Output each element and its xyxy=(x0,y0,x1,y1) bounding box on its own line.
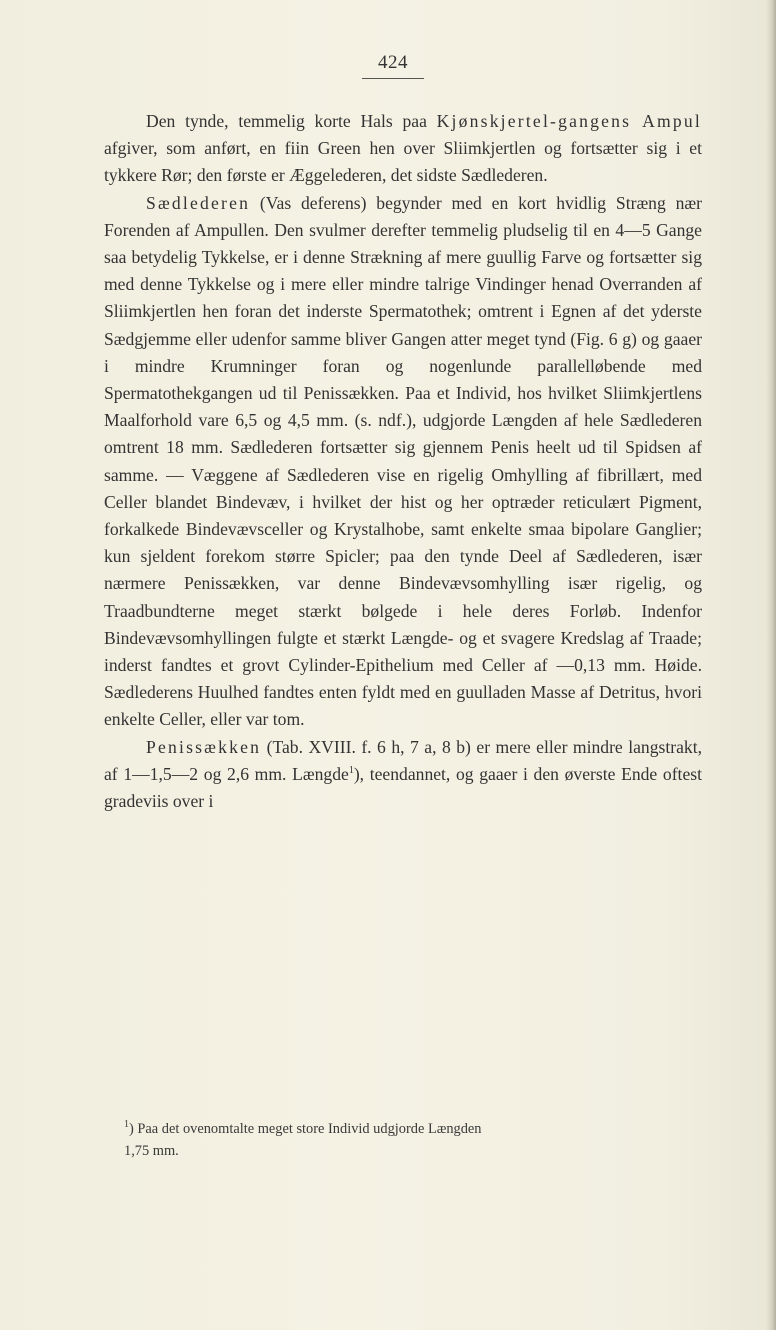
paragraph-1-text-a: Den tynde, temmelig korte Hals paa xyxy=(146,111,437,131)
footnote-text: Paa det ovenomtalte meget store Individ udgjorde Længden xyxy=(137,1121,482,1137)
footnote-continuation: 1,75 mm. xyxy=(124,1143,179,1159)
term-penissaekken: Penissækken xyxy=(146,736,262,757)
footnote-reference: 1 xyxy=(348,765,354,777)
footnote-marker-paren: ) xyxy=(129,1121,134,1137)
term-saedlederen: Sædlederen xyxy=(146,192,251,213)
footnote xyxy=(124,1118,704,1162)
term-kjonskjertelgangens-ampul: Kjønskjertel-gangens Ampul xyxy=(436,111,703,131)
page-edge-shadow xyxy=(766,0,776,1330)
paragraph-2 xyxy=(104,190,702,734)
paragraph-1-text-b: afgiver, som anført, en fiin Green hen over Sliimkjertlen og fortsætter sig i et tykkere Rør; den første er Æggelederen, det sidste Sædlederen. xyxy=(104,138,702,186)
paragraph-3-text-a: (Tab. XVIII. f. 6 h, 7 a, 8 b) er mere eller mindre langstrakt, af 1—1,5—2 og 2,6 mm. Længde xyxy=(104,736,702,784)
footnote-marker-number: 1 xyxy=(124,1119,129,1131)
page-number-rule xyxy=(362,78,424,79)
footnote-marker xyxy=(124,1121,134,1137)
paragraph-1 xyxy=(104,108,702,190)
paragraph-3-text-b: ), teendannet, og gaaer i den øverste Ende oftest gradeviis over i xyxy=(104,763,702,812)
body-text xyxy=(104,108,702,815)
page-number: 424 xyxy=(378,52,408,73)
paragraph-3 xyxy=(104,734,702,816)
paragraph-2-text: (Vas deferens) begynder med en kort hvidlig Stræng nær Forenden af Ampullen. Den svulmer derefter temmelig pludselig til en 4—5 Gange saa betydelig Tykkelse, er i denne Strækning af mere guullig Farve og fortsætter sig med denne Tykkelse og i mere eller mindre talrige Vindinger henad Overranden af Sliimkjertlen hen foran det inderste Spermatothek; omtrent i Egnen af det yderste Sædgjemme eller udenfor samme bliver Gangen atter meget tynd (Fig. 6 g) og gaaer i mindre Krumninger foran og nogenlunde parallelløbende med Spermatothekgangen ud til Penissækken. Paa et Individ, hos hvilket Sliimkjertlens Maalforhold vare 6,5 og 4,5 mm. (s. ndf.), udgjorde Længden af hele Sædlederen omtrent 18 mm. Sædlederen fortsætter sig gjennem Penis heelt ud til Spidsen af samme. — Væggene af Sædlederen vise en rigelig Omhylling af fibrillært, med Celler blandet Bindevæv, i hvilket der hist og her optræder reticulært Pigment, forkalkede Bindevævsceller og Krystalhobe, samt enkelte smaa bipolare Ganglier; kun sjeldent forekom større Spicler; paa den tynde Deel af Sædlederen, især nærmere Penissækken, var denne Bindevævsomhylling især rigelig, og Traadbundterne meget stærkt bølgede i hele deres Forløb. Indenfor Bindevævsomhyllingen fulgte et stærkt Længde- og et svagere Kredslag af Traade; inderst fandtes et grovt Cylinder-Epithelium med Celler af —0,13 mm. Høide. Sædlederens Huulhed fandtes enten fyldt med en guulladen Masse af Detritus, hvori enkelte Celler, eller var tom. xyxy=(104,192,702,730)
